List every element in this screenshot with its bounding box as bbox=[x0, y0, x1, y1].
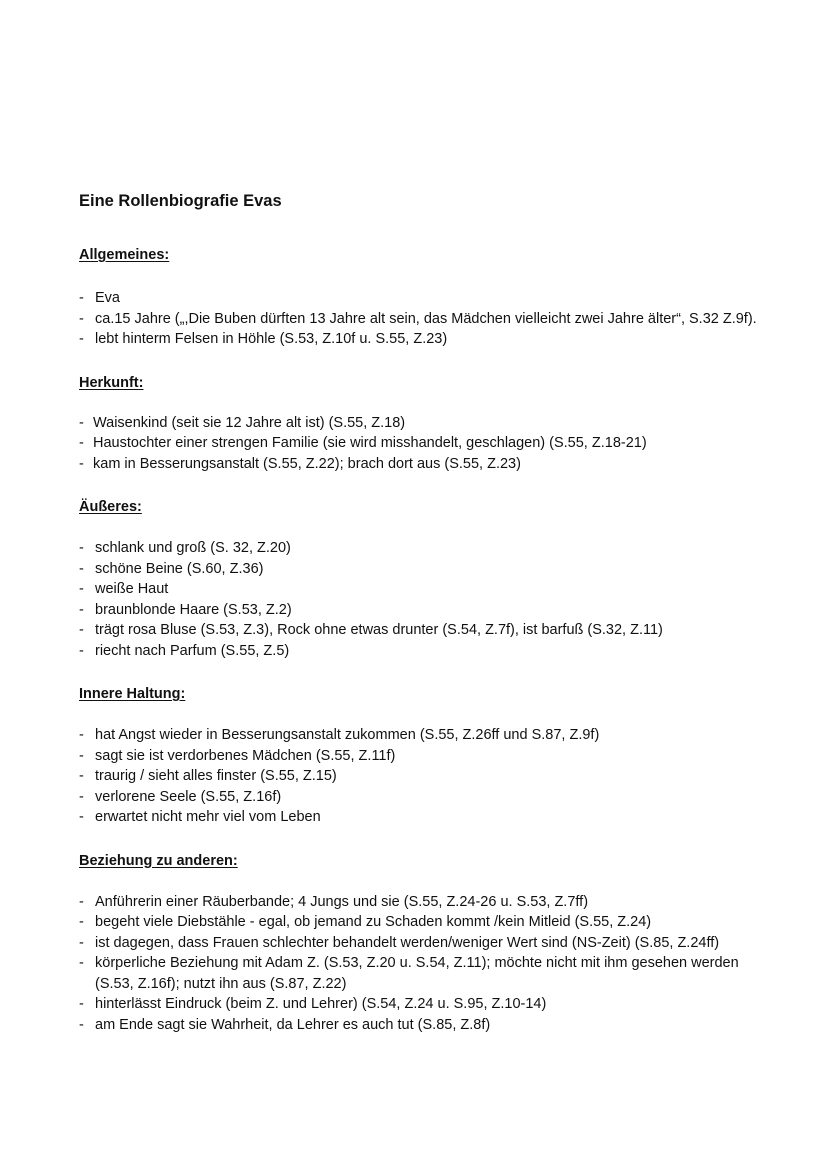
bullet-list bbox=[79, 413, 759, 475]
dash-bullet: - bbox=[79, 581, 84, 597]
dash-bullet: - bbox=[79, 768, 84, 784]
dash-bullet: - bbox=[79, 331, 84, 347]
section-aeusseres bbox=[79, 497, 759, 661]
dash-bullet: - bbox=[79, 560, 84, 577]
list-item: - hinterlässt Eindruck (beim Z. und Lehrer) (S.54, Z.24 u. S.95, Z.10-14) bbox=[79, 994, 759, 1015]
dash-bullet: - bbox=[79, 310, 84, 327]
bullet-list bbox=[79, 288, 759, 350]
dash-bullet: - bbox=[79, 893, 84, 910]
dash-bullet: - bbox=[79, 435, 84, 451]
section-beziehung bbox=[79, 851, 759, 1036]
list-item: - kam in Besserungsanstalt (S.55, Z.22); brach dort aus (S.55, Z.23) bbox=[79, 454, 759, 475]
list-item: - ist dagegen, dass Frauen schlechter behandelt werden/weniger Wert sind (NS-Zeit) (S.85, Z.24ff) bbox=[79, 933, 759, 954]
section-allgemeines bbox=[79, 245, 759, 350]
list-item: - Haustochter einer strengen Familie (sie wird misshandelt, geschlagen) (S.55, Z.18-21) bbox=[79, 433, 759, 454]
list-item: - lebt hinterm Felsen in Höhle (S.53, Z.10f u. S.55, Z.23) bbox=[79, 329, 759, 350]
section-heading: Innere Haltung: bbox=[79, 686, 186, 702]
bullet-list bbox=[79, 892, 759, 1036]
list-item: - Waisenkind (seit sie 12 Jahre alt ist) (S.55, Z.18) bbox=[79, 413, 759, 434]
list-item: - sagt sie ist verdorbenes Mädchen (S.55, Z.11f) bbox=[79, 746, 759, 767]
section-heading: Allgemeines: bbox=[79, 247, 170, 263]
list-item: - ca.15 Jahre („,Die Buben dürften 13 Jahre alt sein, das Mädchen vielleicht zwei Jahre älter“, S.32 Z.9f). bbox=[79, 309, 759, 330]
dash-bullet: - bbox=[79, 540, 84, 556]
dash-bullet: - bbox=[79, 996, 84, 1012]
bullet-list bbox=[79, 538, 759, 661]
list-item: - Eva bbox=[79, 288, 759, 309]
list-item: - traurig / sieht alles finster (S.55, Z.15) bbox=[79, 766, 759, 787]
list-item: - verlorene Seele (S.55, Z.16f) bbox=[79, 787, 759, 808]
dash-bullet: - bbox=[79, 727, 84, 743]
section-innere-haltung bbox=[79, 684, 759, 828]
dash-bullet: - bbox=[79, 934, 84, 951]
dash-bullet: - bbox=[79, 788, 84, 805]
list-item: - hat Angst wieder in Besserungsanstalt zukommen (S.55, Z.26ff und S.87, Z.9f) bbox=[79, 725, 759, 746]
list-item: - am Ende sagt sie Wahrheit, da Lehrer es auch tut (S.85, Z.8f) bbox=[79, 1015, 759, 1036]
dash-bullet: - bbox=[79, 747, 84, 764]
dash-bullet: - bbox=[79, 1016, 84, 1033]
list-item: - weiße Haut bbox=[79, 579, 759, 600]
bullet-list bbox=[79, 725, 759, 828]
list-item: - riecht nach Parfum (S.55, Z.5) bbox=[79, 641, 759, 662]
dash-bullet: - bbox=[79, 914, 84, 930]
section-heading: Herkunft: bbox=[79, 374, 144, 391]
section-heading: Beziehung zu anderen: bbox=[79, 852, 238, 869]
dash-bullet: - bbox=[79, 955, 84, 971]
dash-bullet: - bbox=[79, 642, 84, 659]
dash-bullet: - bbox=[79, 455, 84, 472]
list-item: - Anführerin einer Räuberbande; 4 Jungs und sie (S.55, Z.24-26 u. S.53, Z.7ff) bbox=[79, 892, 759, 913]
section-herkunft bbox=[79, 373, 759, 475]
dash-bullet: - bbox=[79, 809, 84, 825]
dash-bullet: - bbox=[79, 601, 84, 618]
dash-bullet: - bbox=[79, 622, 84, 638]
dash-bullet: - bbox=[79, 290, 84, 306]
dash-bullet: - bbox=[79, 414, 84, 431]
list-item: - trägt rosa Bluse (S.53, Z.3), Rock ohne etwas drunter (S.54, Z.7f), ist barfuß (S.32, Z.11) bbox=[79, 620, 759, 641]
list-item: - braunblonde Haare (S.53, Z.2) bbox=[79, 600, 759, 621]
document-page bbox=[79, 190, 759, 1035]
list-item: - schlank und groß (S. 32, Z.20) bbox=[79, 538, 759, 559]
list-item: - begeht viele Diebstähle - egal, ob jemand zu Schaden kommt /kein Mitleid (S.55, Z.24) bbox=[79, 912, 759, 933]
document-title: Eine Rollenbiografie Evas bbox=[79, 192, 282, 210]
list-item: - erwartet nicht mehr viel vom Leben bbox=[79, 807, 759, 828]
list-item: - körperliche Beziehung mit Adam Z. (S.53, Z.20 u. S.54, Z.11); möchte nicht mit ihm gesehen werden (S.53, Z.16f); nutzt ihn aus (S.87, Z.22) bbox=[79, 955, 739, 992]
list-item: - schöne Beine (S.60, Z.36) bbox=[79, 559, 759, 580]
section-heading: Äußeres: bbox=[79, 499, 142, 515]
